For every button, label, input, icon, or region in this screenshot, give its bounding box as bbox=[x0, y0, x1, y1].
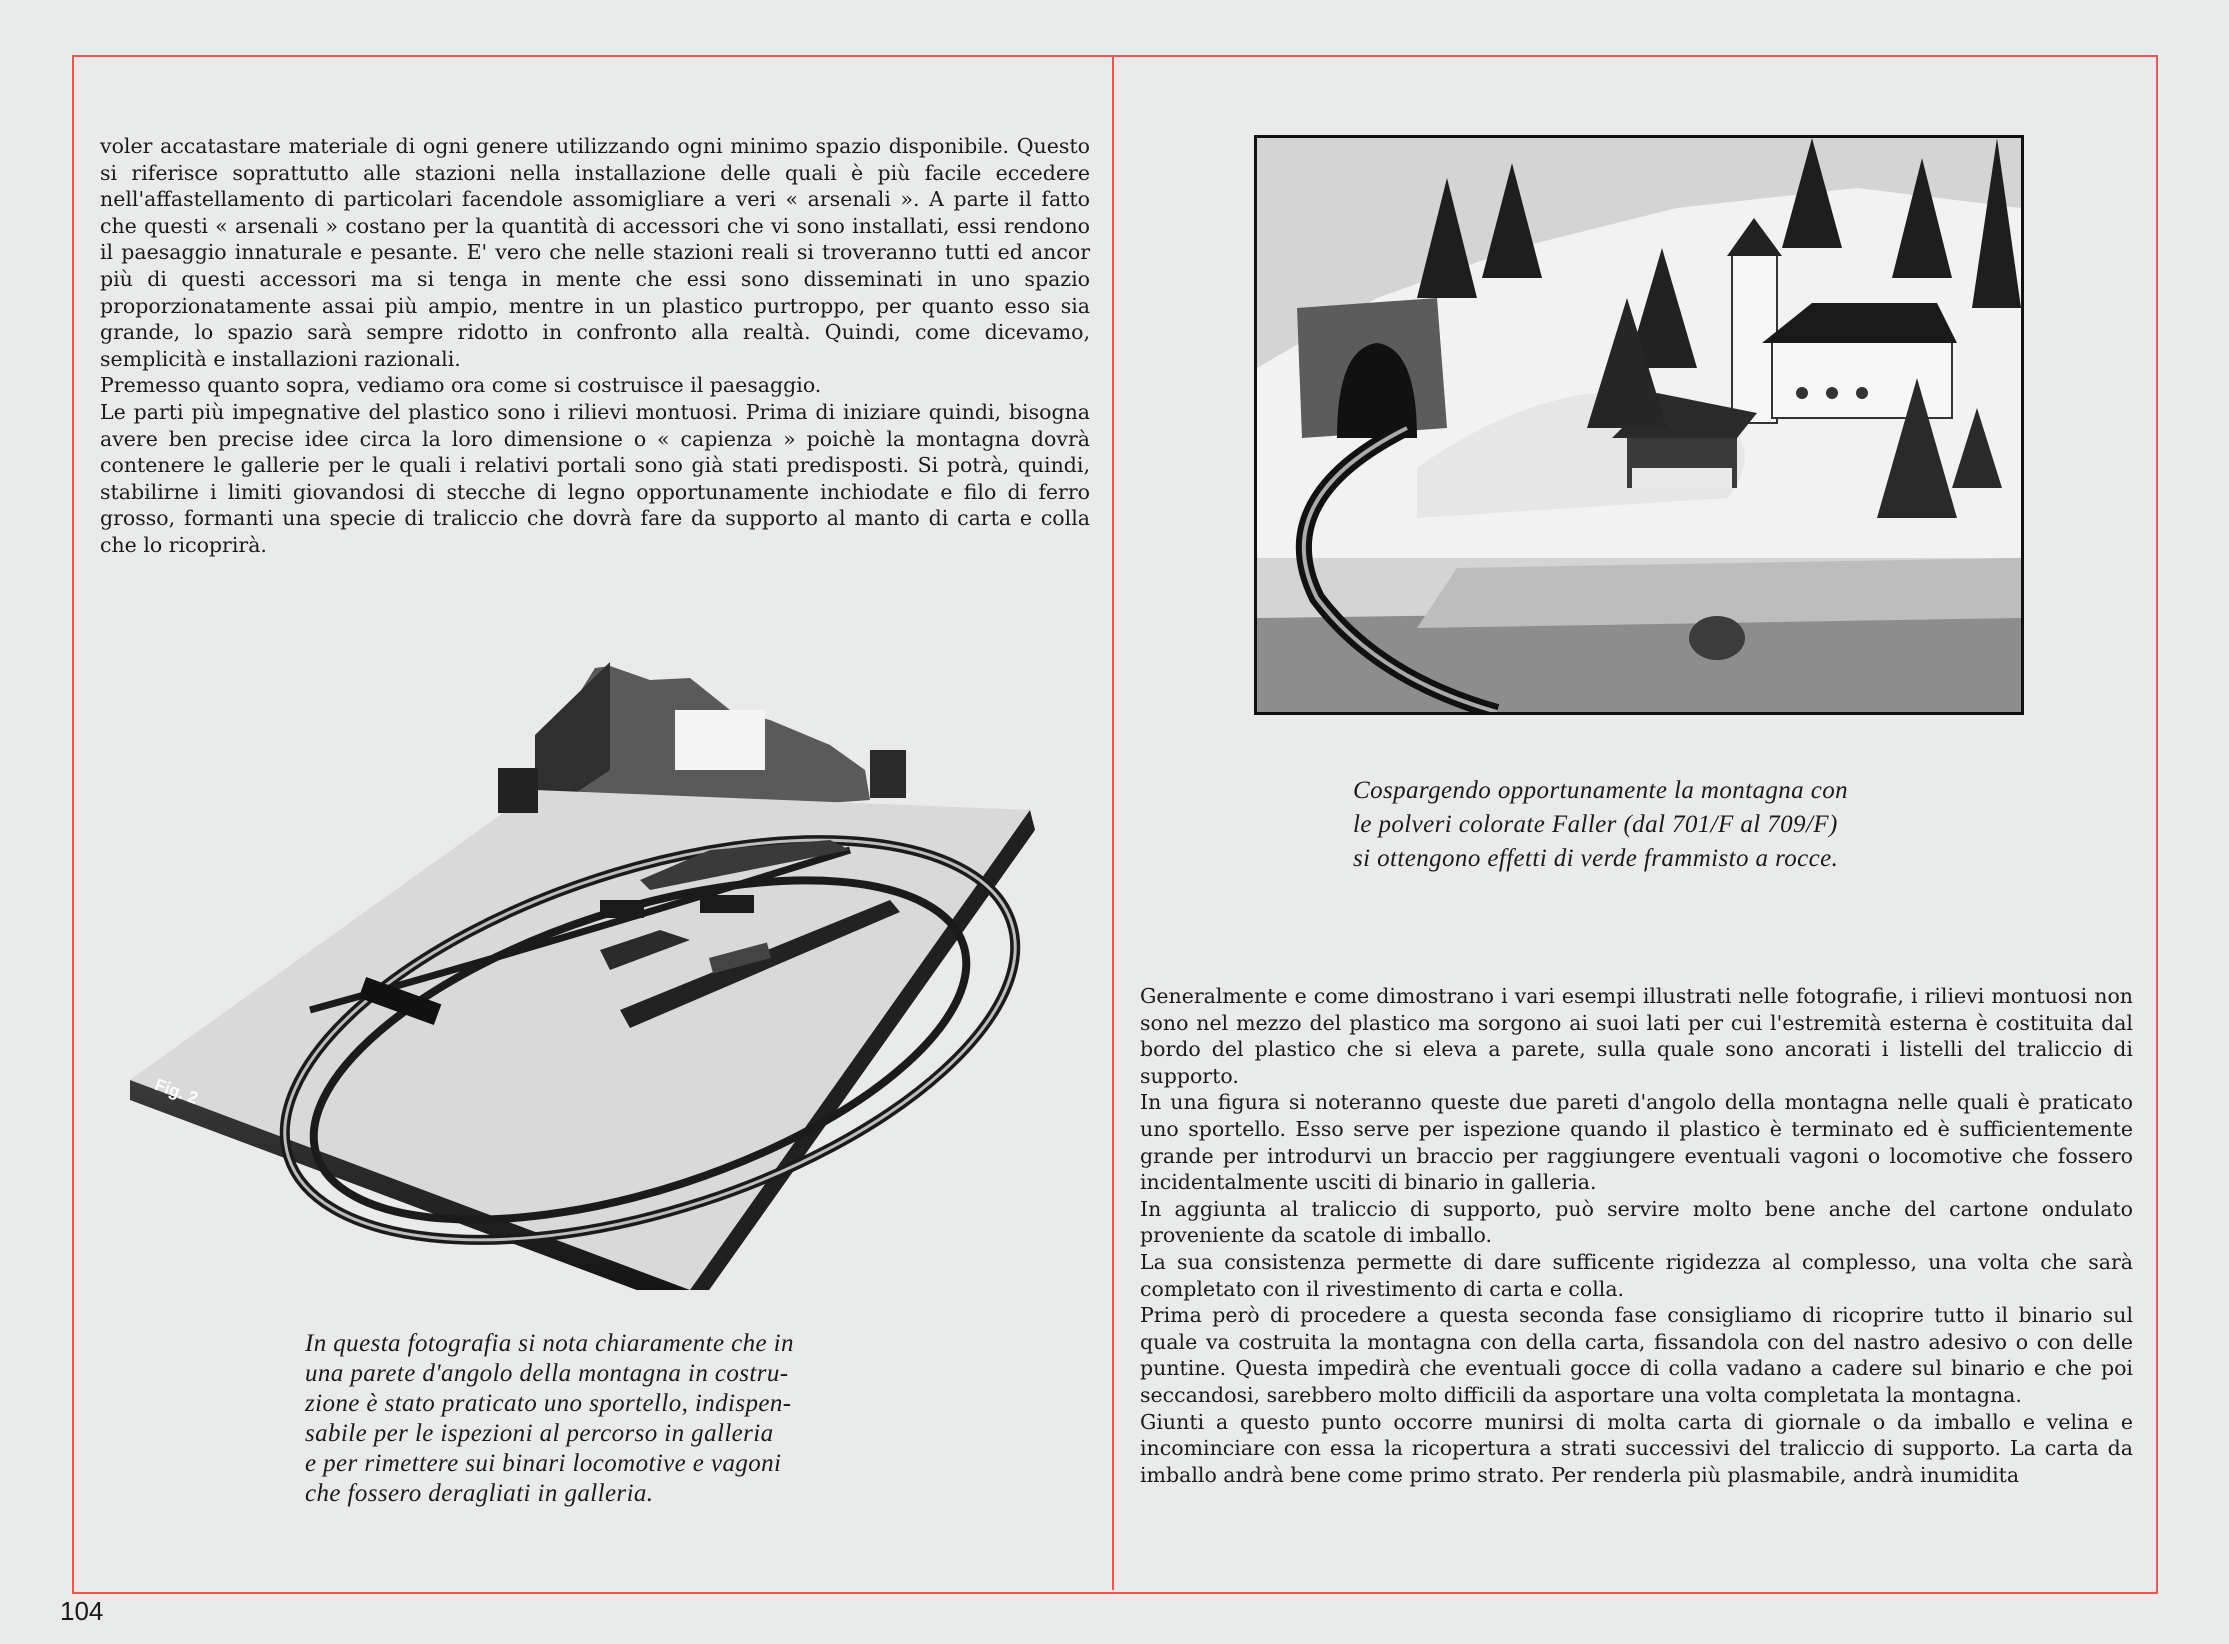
left-caption-line-1: In questa fotografia si nota chiaramente che in bbox=[305, 1330, 794, 1357]
left-caption-line-5: e per rimettere sui binari locomotive e vagoni bbox=[305, 1450, 782, 1477]
left-caption bbox=[305, 1329, 794, 1509]
figure-label: Fig. 2 bbox=[152, 1075, 201, 1109]
right-caption-line-2: le polveri colorate Faller (dal 701/F al 709/F) bbox=[1353, 811, 1838, 838]
left-paragraph-1: voler accatastare materiale di ogni genere utilizzando ogni minimo spazio disponibile. Questo si riferisce soprattutto alle stazioni nella installazione delle quali è più facile eccedere nell'affastellamento di particolari facendole assomigliare a veri « arsenali ». A parte il fatto che questi « arsenali » costano per la quantità di accessori che vi sono installati, essi rendono il paesaggio innaturale e pesante. E' vero che nelle stazioni reali si troveranno tutti ed ancor più di questi accessori ma si tenga in mente che essi sono disseminati in uno spazio proporzionatamente assai più ampio, mentre in un plastico purtroppo, per quanto esso sia grande, lo spazio sarà sempre ridotto in confronto alla realtà. Quindi, come dicevamo, semplicità e installazioni razionali. bbox=[100, 134, 1090, 371]
left-body-text bbox=[100, 133, 1090, 559]
right-caption bbox=[1353, 774, 1848, 876]
mountain-scene-drawing bbox=[1257, 138, 2021, 712]
left-paragraph-2: Premesso quanto sopra, vediamo ora come si costruisce il paesaggio. bbox=[100, 373, 822, 398]
right-paragraph-2: In una figura si noteranno queste due pareti d'angolo della montagna nelle quali è praticato uno sportello. Esso serve per ispezione quando il plastico è terminato ed è sufficientemente grande per introdurvi un braccio per raggiungere eventuali vagoni o locomotive che fossero incidentalmente usciti di binario in galleria. bbox=[1140, 1090, 2133, 1195]
right-caption-line-3: si ottengono effetti di verde frammisto a rocce. bbox=[1353, 845, 1839, 872]
layout-board-photo bbox=[130, 650, 1050, 1290]
mountain-scene-photo bbox=[1254, 135, 2024, 715]
right-paragraph-5: Prima però di procedere a questa seconda fase consigliamo di ricoprire tutto il binario sul quale va costruita la montagna con della carta, fissandola con del nastro adesivo o con delle puntine. Questa impedirà che eventuali gocce di colla vadano a cadere sul binario e che poi seccandosi, sarebbero molto difficili da asportare una volta completata la montagna. bbox=[1140, 1303, 2133, 1407]
left-caption-line-2: una parete d'angolo della montagna in costru- bbox=[305, 1360, 789, 1387]
right-paragraph-1: Generalmente e come dimostrano i vari esempi illustrati nelle fotografie, i rilievi montuosi non sono nel mezzo del plastico ma sorgono ai suoi lati per cui l'estremità esterna è costituita dal bordo del plastico che si eleva a parete, sulla quale sono ancorati i listelli del traliccio di supporto. bbox=[1140, 984, 2133, 1088]
right-paragraph-6: Giunti a questo punto occorre munirsi di molta carta di giornale o da imballo e velina e incominciare con essa la ricopertura a strati successivi del traliccio di supporto. La carta da imballo andrà bene come primo strato. Per renderla più plasmabile, andrà inumidita bbox=[1140, 1409, 2133, 1487]
right-body-text bbox=[1140, 983, 2133, 1488]
left-caption-line-4: sabile per le ispezioni al percorso in galleria bbox=[305, 1420, 774, 1447]
column-divider bbox=[1112, 57, 1114, 1590]
left-paragraph-3: Le parti più impegnative del plastico sono i rilievi montuosi. Prima di iniziare quindi, bisogna avere ben precise idee circa la loro dimensione o « capienza » poichè la montagna dovrà contenere le gallerie per le quali i relativi portali sono già stati predisposti. Si potrà, quindi, stabilirne i limiti giovandosi di stecche di legno opportunamente inchiodate e filo di ferro grosso, formanti una specie di traliccio che dovrà fare da supporto al manto di carta e colla che lo ricoprirà. bbox=[100, 399, 1090, 557]
left-caption-line-3: zione è stato praticato uno sportello, indispen- bbox=[305, 1390, 792, 1417]
left-caption-line-6: che fossero deragliati in galleria. bbox=[305, 1480, 654, 1507]
right-paragraph-3: In aggiunta al traliccio di supporto, può servire molto bene anche del cartone ondulato proveniente da scatole di imballo. bbox=[1140, 1196, 2133, 1248]
right-paragraph-4: La sua consistenza permette di dare sufficente rigidezza al complesso, una volta che sarà completato con il rivestimento di carta e colla. bbox=[1140, 1249, 2133, 1301]
page-number: 104 bbox=[60, 1596, 104, 1626]
right-caption-line-1: Cospargendo opportunamente la montagna con bbox=[1353, 777, 1849, 804]
layout-board-drawing bbox=[130, 650, 1050, 1290]
